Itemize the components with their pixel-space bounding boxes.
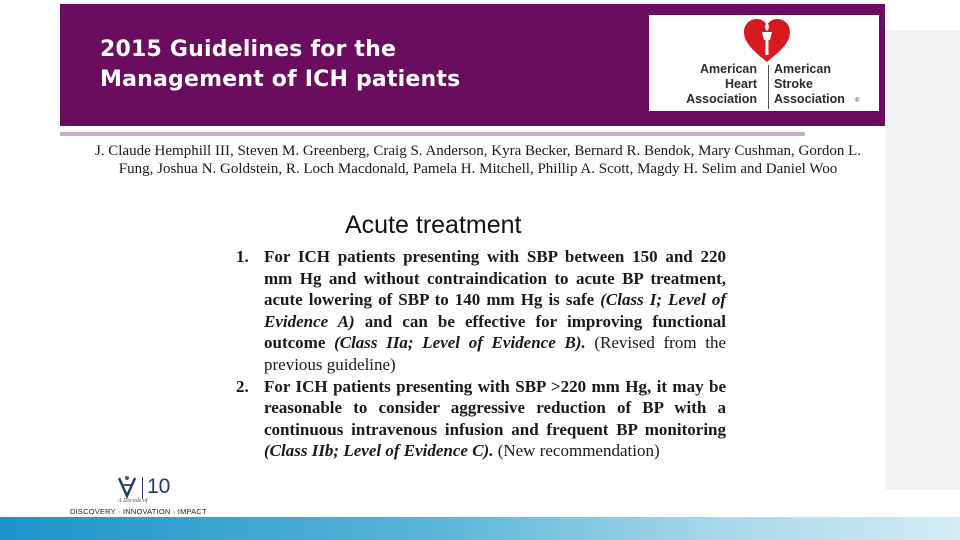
aha-line3: Association xyxy=(686,92,757,106)
asa-line3: Association xyxy=(774,92,845,106)
institution-tagline: DISCOVERY · INNOVATION · IMPACT xyxy=(70,507,207,516)
evidence-level: (Class IIa; Level of Evidence B). xyxy=(334,333,586,353)
title-banner xyxy=(60,4,885,126)
section-heading: Acute treatment xyxy=(345,211,522,239)
aha-line2: Heart xyxy=(725,77,757,91)
revision-note: (New recommendation) xyxy=(497,441,660,461)
recommendation-list xyxy=(236,246,726,462)
institution-mark-icon xyxy=(116,474,138,500)
recommendation-text: For ICH patients presenting with SBP between 150 and 220 mm Hg and without contraindication to acute BP treatment, acute lowering of SBP to 140 mm Hg is safe xyxy=(264,247,726,310)
institution-logo xyxy=(70,471,210,519)
recommendation-item xyxy=(236,376,726,462)
institution-number: 10 xyxy=(147,475,171,498)
aha-line1: American xyxy=(700,62,757,76)
evidence-level: (Class IIb; Level of Evidence C). xyxy=(264,441,494,461)
recommendation-number: 2. xyxy=(236,376,249,396)
evidence-level: (Class I; Level of Evidence A) xyxy=(264,290,726,331)
aha-asa-logo xyxy=(649,15,879,111)
recommendation-text-continued: and can be effective for improving functional outcome xyxy=(264,311,726,353)
recommendation-text: For ICH patients presenting with SBP >220 mm Hg, it may be reasonable to consider aggressive reduction of BP with a continuous intravenous infusion and frequent BP monitoring xyxy=(264,376,726,439)
background-shape-right xyxy=(885,30,960,490)
slide-title-line1: 2015 Guidelines for the xyxy=(100,37,397,62)
slide-title-line2: Management of ICH patients xyxy=(100,67,461,92)
revision-note: (Revised from the previous guideline) xyxy=(264,333,727,374)
bottom-accent-bar xyxy=(0,517,960,540)
author-list: J. Claude Hemphill III, Steven M. Greenberg, Craig S. Anderson, Kyra Becker, Bernard R. Bendok, Mary Cushman, Gordon L. Fung, Joshua N. Goldstein, R. Loch Macdonald, Pamela H. Mitchell, Phillip A. Scott, Magdy H. Selim and Daniel Woo xyxy=(94,143,862,177)
header-underline xyxy=(60,132,805,136)
logo-divider xyxy=(768,65,769,109)
asa-line2: Stroke xyxy=(774,77,813,91)
asa-wordmark xyxy=(774,62,845,107)
trademark-symbol: ® xyxy=(855,98,860,104)
slide-title xyxy=(100,35,460,95)
institution-logo-divider xyxy=(142,477,143,499)
recommendation-number: 1. xyxy=(236,247,249,266)
heart-torch-icon xyxy=(742,18,792,64)
recommendation-item xyxy=(236,246,726,376)
asa-line1: American xyxy=(774,62,831,76)
aha-wordmark xyxy=(686,62,757,107)
institution-subtitle: A Decade of xyxy=(118,498,148,504)
